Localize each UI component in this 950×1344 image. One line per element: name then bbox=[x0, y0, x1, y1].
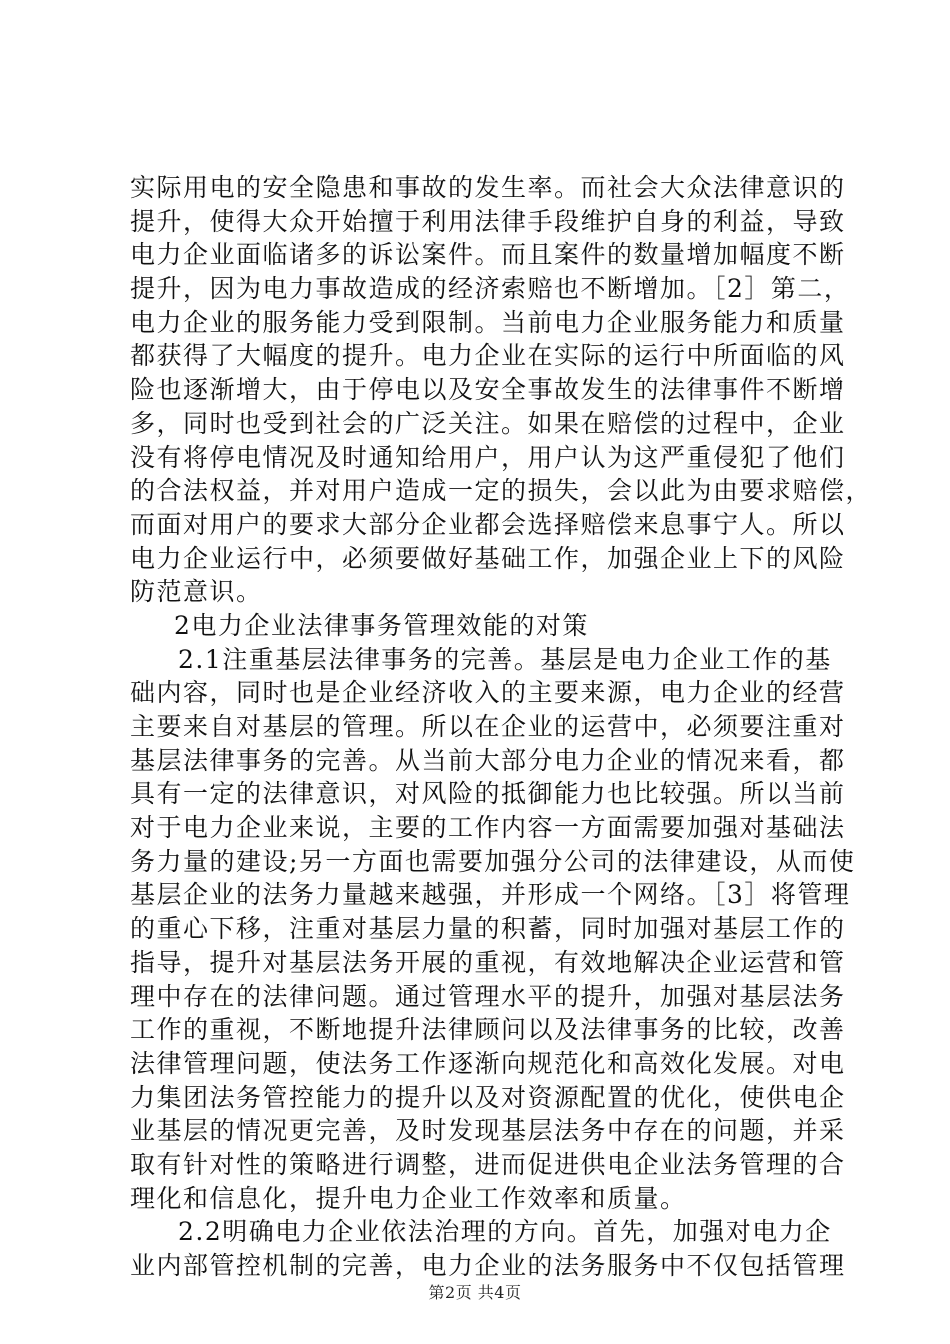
subsection-start-line: 2.1注重基层法律事务的完善。基层是电力企业工作的基 bbox=[178, 644, 832, 674]
text-line: 的重心下移，注重对基层力量的积蓄，同时加强对基层工作的 bbox=[130, 914, 846, 944]
section-heading: 2电力企业法律事务管理效能的对策 bbox=[174, 610, 589, 640]
text-line: 提升，因为电力事故造成的经济索赔也不断增加。［2］第二， bbox=[130, 274, 851, 304]
text-line: 理中存在的法律问题。通过管理水平的提升，加强对基层法务 bbox=[130, 981, 846, 1011]
text-line: 法律管理问题，使法务工作逐渐向规范化和高效化发展。对电 bbox=[130, 1048, 846, 1078]
text-line: 没有将停电情况及时通知给用户，用户认为这严重侵犯了他们 bbox=[130, 442, 846, 472]
text-line: 取有针对性的策略进行调整，进而促进供电企业法务管理的合 bbox=[130, 1149, 846, 1179]
text-line: 对于电力企业来说，主要的工作内容一方面需要加强对基础法 bbox=[130, 813, 846, 843]
text-line: 险也逐渐增大，由于停电以及安全事故发生的法律事件不断增 bbox=[130, 375, 846, 405]
text-line: 提升，使得大众开始擅于利用法律手段维护自身的利益，导致 bbox=[130, 206, 846, 236]
text-line: 基层法律事务的完善。从当前大部分电力企业的情况来看，都 bbox=[130, 745, 846, 775]
text-line: 业基层的情况更完善，及时发现基层法务中存在的问题，并采 bbox=[130, 1116, 846, 1146]
text-line: 理化和信息化，提升电力企业工作效率和质量。 bbox=[130, 1183, 687, 1213]
text-line: 电力企业面临诸多的诉讼案件。而且案件的数量增加幅度不断 bbox=[130, 240, 846, 270]
text-line: 都获得了大幅度的提升。电力企业在实际的运行中所面临的风 bbox=[130, 341, 846, 371]
subsection-start-line: 2.2明确电力企业依法治理的方向。首先，加强对电力企 bbox=[178, 1217, 832, 1247]
text-line: 多，同时也受到社会的广泛关注。如果在赔偿的过程中，企业 bbox=[130, 408, 846, 438]
text-line: 工作的重视，不断地提升法律顾问以及法律事务的比较，改善 bbox=[130, 1015, 846, 1045]
body-text bbox=[130, 171, 873, 1283]
text-line: 指导，提升对基层法务开展的重视，有效地解决企业运营和管 bbox=[130, 947, 846, 977]
page-number-footer: 第2页 共4页 bbox=[428, 1283, 522, 1302]
text-line: 础内容，同时也是企业经济收入的主要来源，电力企业的经营 bbox=[130, 678, 846, 708]
text-line: 业内部管控机制的完善，电力企业的法务服务中不仅包括管理 bbox=[130, 1251, 846, 1280]
text-line: 电力企业的服务能力受到限制。当前电力企业服务能力和质量 bbox=[130, 307, 846, 337]
text-line: 电力企业运行中，必须要做好基础工作，加强企业上下的风险 bbox=[130, 543, 846, 573]
text-line: 防范意识。 bbox=[130, 577, 263, 607]
text-line: 基层企业的法务力量越来越强，并形成一个网络。［3］将管理 bbox=[130, 880, 851, 910]
text-line: 而面对用户的要求大部分企业都会选择赔偿来息事宁人。所以 bbox=[130, 509, 846, 539]
text-line: 具有一定的法律意识，对风险的抵御能力也比较强。所以当前 bbox=[130, 779, 846, 809]
text-line: 的合法权益，并对用户造成一定的损失，会以此为由要求赔偿， bbox=[130, 476, 873, 506]
text-line: 务力量的建设;另一方面也需要加强分公司的法律建设，从而使 bbox=[130, 846, 856, 876]
text-line: 主要来自对基层的管理。所以在企业的运营中，必须要注重对 bbox=[130, 712, 846, 741]
text-line: 实际用电的安全隐患和事故的发生率。而社会大众法律意识的 bbox=[130, 173, 846, 202]
text-line: 力集团法务管控能力的提升以及对资源配置的优化，使供电企 bbox=[130, 1082, 846, 1112]
